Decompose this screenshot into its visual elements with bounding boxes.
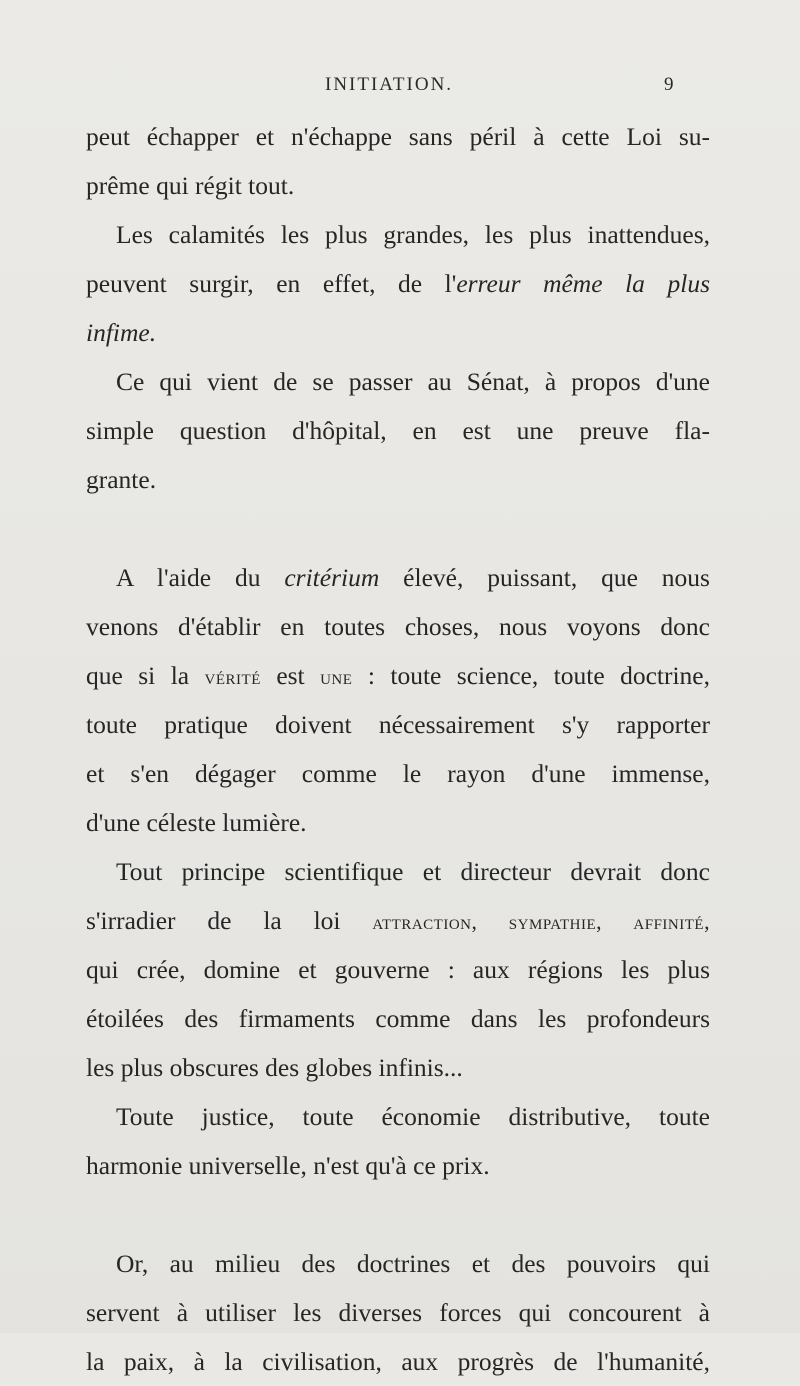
page-header	[0, 74, 800, 104]
text-line: la paix, à la civilisation, aux progrès de l'humanité,	[86, 1347, 710, 1376]
text-line: servent à utiliser les diverses forces qui concourent à	[86, 1298, 710, 1327]
text-line: Tout principe scientifique et directeur devrait donc	[116, 857, 710, 886]
text-line: étoilées des firmaments comme dans les profondeurs	[86, 1004, 710, 1033]
text-line: qui crée, domine et gouverne : aux régions les plus	[86, 955, 710, 984]
text-line: venons d'établir en toutes choses, nous voyons donc	[86, 612, 710, 641]
text-line	[86, 259, 710, 308]
text-line: Toute justice, toute économie distributive, toute	[116, 1102, 710, 1131]
text-line: d'une céleste lumière.	[86, 808, 307, 837]
text-line: prême qui régit tout.	[86, 171, 295, 200]
small-caps-text: une	[320, 665, 353, 689]
text-line: Or, au milieu des doctrines et des pouvoirs qui	[116, 1249, 710, 1278]
text-line: harmonie universelle, n'est qu'à ce prix.	[86, 1151, 490, 1180]
paragraph-break	[86, 1190, 710, 1239]
small-caps-text: attraction, sympathie, affinité,	[372, 910, 710, 934]
italic-text: erreur même la plus	[456, 269, 710, 298]
text-run: s'irradier de la loi	[86, 906, 373, 935]
text-line: simple question d'hôpital, en est une preuve fla-	[86, 416, 710, 445]
running-title: INITIATION.	[325, 74, 454, 95]
text-line: peut échapper et n'échappe sans péril à cette Loi su-	[86, 122, 710, 151]
text-run: est	[260, 661, 321, 690]
text-line	[86, 308, 710, 357]
page-number: 9	[664, 74, 674, 95]
text-line: Les calamités les plus grandes, les plus inattendues,	[116, 220, 710, 249]
text-run: élevé, puissant, que nous	[379, 563, 710, 592]
italic-text: critérium	[284, 563, 380, 592]
text-line: les plus obscures des globes infinis...	[86, 1053, 463, 1082]
paragraph-break	[86, 504, 710, 553]
text-line: grante.	[86, 465, 157, 494]
text-line: toute pratique doivent nécessairement s'y rapporter	[86, 710, 710, 739]
text-line: Ce qui vient de se passer au Sénat, à propos d'une	[116, 367, 710, 396]
text-line	[86, 651, 710, 700]
text-line: et s'en dégager comme le rayon d'une immense,	[86, 759, 710, 788]
text-line	[86, 553, 710, 602]
small-caps-text: vérité	[204, 665, 261, 689]
body-text	[86, 112, 710, 1386]
text-run: A l'aide du	[116, 563, 285, 592]
text-run: que si la	[86, 661, 205, 690]
text-run: peuvent surgir, en effet, de l'	[86, 269, 457, 298]
italic-text: infime.	[86, 318, 157, 347]
text-run: : toute science, toute doctrine,	[352, 661, 711, 690]
text-line	[86, 896, 710, 945]
